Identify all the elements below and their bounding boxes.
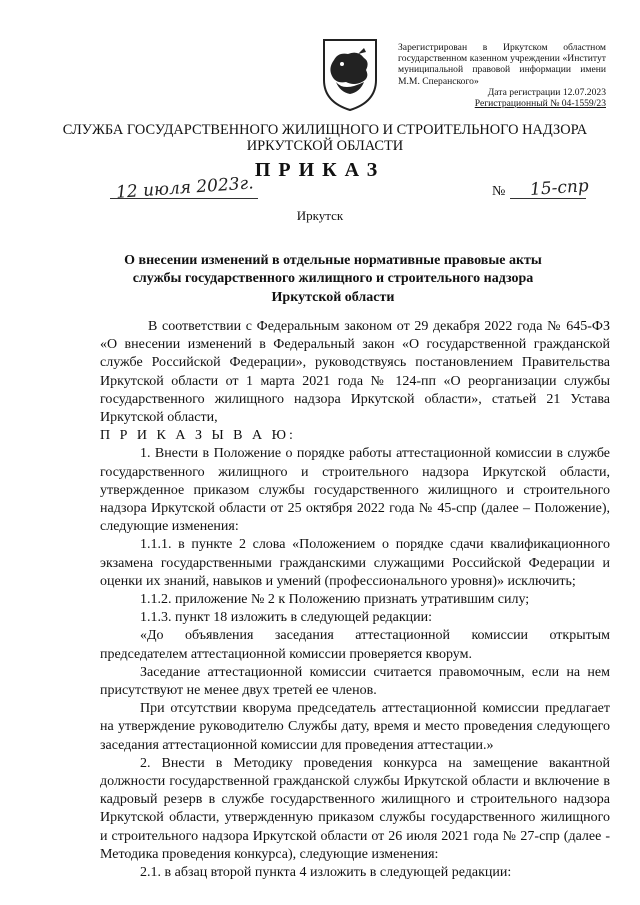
registration-number: Регистрационный № 04-1559/23 xyxy=(474,98,606,110)
date-underline xyxy=(110,198,258,199)
quoted-paragraph-1: «До объявления заседания аттестационной комиссии открытым председателем аттестационной комиссии проверяется кворум. xyxy=(100,628,610,662)
registration-date: Дата регистрации 12.07.2023 xyxy=(487,86,606,98)
handwritten-number: 15-спр xyxy=(529,175,590,201)
number-underline xyxy=(510,198,586,199)
handwritten-date: 12 июля 2023г. xyxy=(115,173,255,203)
document-type: ПРИКАЗ xyxy=(254,159,386,181)
clause-1-1-1: 1.1.1. в пункте 2 слова «Положением о порядке сдачи квалификационного экзамена государственными гражданскими служащими Российской Федерации и оценки их знаний, навыков и умений (профессионального уровня)» исключить; xyxy=(100,537,610,589)
clause-2: 2. Внести в Методику проведения конкурса на замещение вакантной должности государственной гражданской службы Иркутской области и включение в кадровый резерв в службе государственного жилищного и строительного надзора Иркутской области, утвержденную приказом службы государственного жилищного и строительного надзора Иркутской области от 26 июля 2021 года № 27-спр (далее - Методика проведения конкурса), следующие изменения: xyxy=(100,755,610,862)
number-sign: № xyxy=(492,184,506,199)
order-heading: П Р И К А З Ы В А Ю: xyxy=(100,428,296,444)
clause-2-1: 2.1. в абзац второй пункта 4 изложить в следующей редакции: xyxy=(140,865,512,881)
document-body xyxy=(100,318,610,882)
quoted-paragraph-2: Заседание аттестационной комиссии считается правомочным, если на нем присутствуют не менее двух третей ее членов. xyxy=(100,664,610,699)
registration-text: Зарегистрирован в Иркутском областном государственном казенном учреждении «Институт муниципальной правовой информации имени М.М. Сперанского» xyxy=(398,42,606,87)
clause-1: 1. Внести в Положение о порядке работы аттестационной комиссии в службе государственного жилищного и строительного надзора Иркутской области, утвержденное приказом службы государственного жилищного и строительного надзора Иркутской области от 25 октября 2022 года № 45-спр (далее – Положение), следующие изменения: xyxy=(100,446,610,535)
agency-name: СЛУЖБА ГОСУДАРСТВЕННОГО ЖИЛИЩНОГО И СТРОИТЕЛЬНОГО НАДЗОРА ИРКУТСКОЙ ОБЛАСТИ xyxy=(62,122,588,154)
clause-1-1-3: 1.1.3. пункт 18 изложить в следующей редакции: xyxy=(140,610,432,626)
document-title: О внесении изменений в отдельные нормативные правовые акты службы государственного жилищного и строительного надзора Иркутской области xyxy=(124,253,542,305)
preamble-paragraph: В соответствии с Федеральным законом от 29 декабря 2022 года № 645-ФЗ «О внесении изменений в Федеральный закон «О государственной гражданской службе Российской Федерации», руководствуясь постановлением Правительства Иркутской области от 1 марта 2021 года № 124-пп «О реорганизации службы государственного жилищного надзора Иркутской области», статьей 21 Устава Иркутской области, xyxy=(100,319,610,426)
registration-stamp xyxy=(398,42,606,109)
city: Иркутск xyxy=(296,208,344,223)
clause-1-1-2: 1.1.2. приложение № 2 к Положению признать утратившим силу; xyxy=(140,592,530,608)
quoted-paragraph-3: При отсутствии кворума председатель аттестационной комиссии предлагает на утверждение руководителю Службы дату, время и место проведения следующего заседания аттестационной комиссии для проведения аттестации.» xyxy=(100,701,610,753)
coat-of-arms-icon xyxy=(318,36,382,112)
